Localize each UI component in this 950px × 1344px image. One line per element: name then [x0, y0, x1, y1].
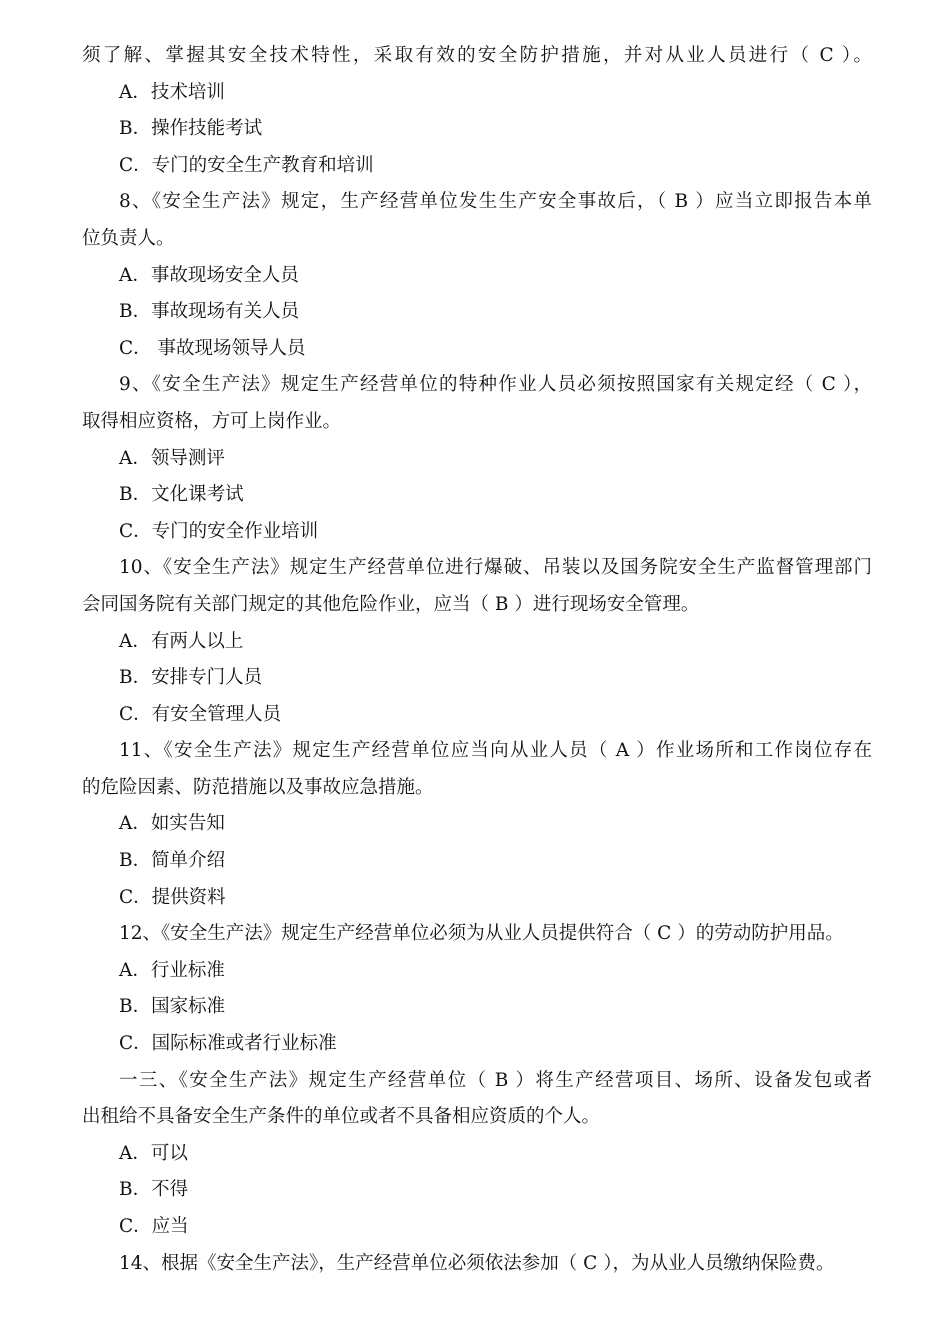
question-8-line-1: 8、《安全生产法》规定，生产经营单位发生生产安全事故后，（ B ）应当立即报告本单 [119, 191, 872, 213]
option-b: B．国家标准 [119, 996, 226, 1018]
option-b: B．操作技能考试 [119, 118, 263, 140]
question-8-line-2: 位负责人。 [82, 227, 175, 249]
option-b: B．安排专门人员 [119, 667, 263, 689]
option-c: C．应当 [119, 1216, 189, 1237]
option-c: C． 事故现场领导人员 [119, 337, 306, 359]
option-b: B．事故现场有关人员 [119, 301, 300, 323]
question-12-line-1: 12、《安全生产法》规定生产经营单位必须为从业人员提供符合（ C ）的劳动防护用品。 [119, 923, 844, 945]
option-c: C．有安全管理人员 [119, 703, 282, 725]
question-11-line-2: 的危险因素、防范措施以及事故应急措施。 [82, 776, 434, 798]
option-a: A．可以 [119, 1142, 188, 1164]
option-b: B．简单介绍 [119, 850, 226, 872]
question-9-line-2: 取得相应资格，方可上岗作业。 [82, 410, 342, 432]
question-14-line-1: 14、根据《安全生产法》，生产经营单位必须依法参加（ C ），为从业人员缴纳保险费。 [119, 1252, 835, 1274]
option-a: A．技术培训 [119, 81, 225, 103]
question-9-line-1: 9、《安全生产法》规定生产经营单位的特种作业人员必须按照国家有关规定经（ C ）， [119, 374, 872, 396]
question-13-line-2: 出租给不具备安全生产条件的单位或者不具备相应资质的个人。 [82, 1106, 601, 1128]
question-10-line-1: 10、《安全生产法》规定生产经营单位进行爆破、吊装以及国务院安全生产监督管理部门 [119, 557, 872, 579]
question-11-line-1: 11、《安全生产法》规定生产经营单位应当向从业人员（ A ）作业场所和工作岗位存在 [119, 740, 872, 762]
option-a: A．有两人以上 [119, 630, 244, 652]
question-continuation-line: 须了解、掌握其安全技术特性，采取有效的安全防护措施，并对从业人员进行（ C ）。 [82, 45, 872, 66]
option-b: B．不得 [119, 1179, 189, 1201]
option-b: B．文化课考试 [119, 484, 244, 506]
option-a: A．如实告知 [119, 813, 225, 835]
option-a: A．领导测评 [119, 447, 225, 469]
question-13-line-1: 一三、《安全生产法》规定生产经营单位（ B ）将生产经营项目、场所、设备发包或者 [119, 1069, 872, 1091]
option-a: A．事故现场安全人员 [119, 264, 299, 286]
option-c: C．国际标准或者行业标准 [119, 1033, 337, 1055]
question-10-line-2: 会同国务院有关部门规定的其他危险作业，应当（ B ）进行现场安全管理。 [82, 593, 700, 615]
option-c: C．专门的安全生产教育和培训 [119, 154, 374, 176]
option-a: A．行业标准 [119, 959, 225, 981]
option-c: C．专门的安全作业培训 [119, 520, 319, 542]
option-c: C．提供资料 [119, 886, 226, 908]
document-page [82, 38, 872, 1282]
